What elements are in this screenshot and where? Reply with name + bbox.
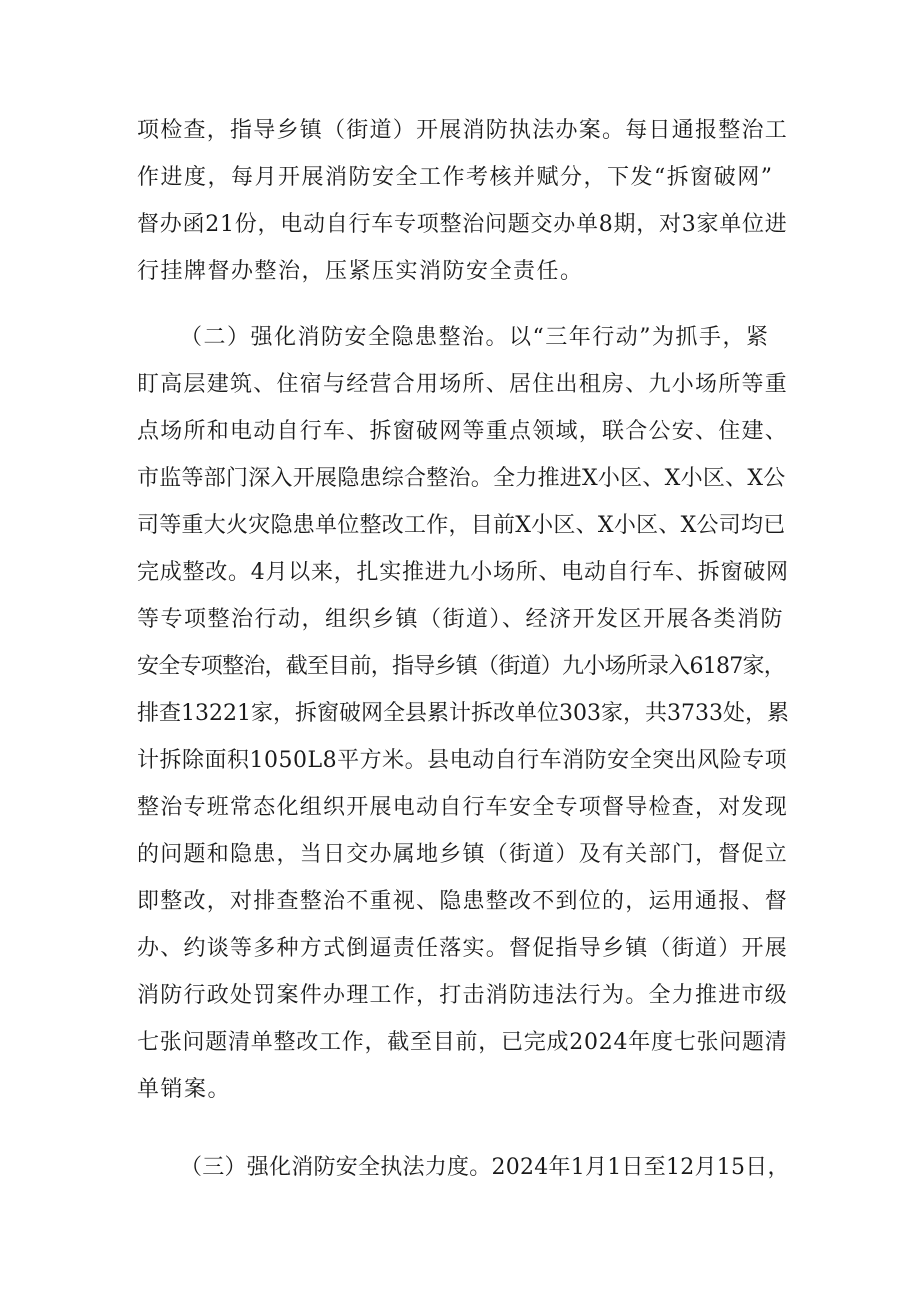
paragraph-2-line-8: 安全专项整治，截至目前，指导乡镇（街道）九小场所录入6187家，: [137, 654, 785, 679]
section-3-heading-line: （三）强化消防安全执法力度。2024年1月1日至12月15日，: [180, 1155, 790, 1180]
paragraph-2-line-9: 排查13221家，拆窗破网全县累计拆改单位303家，共3733处，累: [137, 701, 789, 726]
paragraph-2-line-13: 即整改，对排查整治不重视、隐患整改不到位的，运用通报、督: [137, 889, 789, 914]
paragraph-1-line-4: 行挂牌督办整治，压紧压实消防安全责任。: [137, 259, 584, 284]
paragraph-2-line-17: 单销案。: [137, 1077, 232, 1102]
paragraph-2-line-4: 市监等部门深入开展隐患综合整治。全力推进X小区、X小区、X公: [137, 466, 786, 491]
paragraph-2-line-7: 等专项整治行动，组织乡镇（街道）、经济开发区开展各类消防: [137, 607, 785, 632]
paragraph-2-line-11: 整治专班常态化组织开展电动自行车安全专项督导检查，对发现: [137, 795, 789, 820]
paragraph-2-line-12: 的问题和隐患，当日交办属地乡镇（街道）及有关部门，督促立: [137, 842, 789, 867]
paragraph-1-line-2: 作进度，每月开展消防安全工作考核并赋分，下发“拆窗破网”: [137, 165, 774, 190]
paragraph-2-line-15: 消防行政处罚案件办理工作，打击消防违法行为。全力推进市级: [137, 983, 789, 1008]
paragraph-2-line-2: 盯高层建筑、住宿与经营合用场所、居住出租房、九小场所等重: [137, 372, 789, 397]
paragraph-2-line-3: 点场所和电动自行车、拆窗破网等重点领域，联合公安、住建、: [137, 419, 789, 444]
paragraph-1-line-1: 项检查，指导乡镇（街道）开展消防执法办案。每日通报整治工: [137, 118, 789, 143]
paragraph-2-line-5: 司等重大火灾隐患单位整改工作，目前X小区、X小区、X公司均已: [137, 513, 786, 538]
paragraph-2-line-6: 完成整改。4月以来，扎实推进九小场所、电动自行车、拆窗破网: [137, 560, 789, 585]
paragraph-1-line-3: 督办函21份，电动自行车专项整治问题交办单8期，对3家单位进: [137, 212, 788, 237]
paragraph-2-line-14: 办、约谈等多种方式倒逼责任落实。督促指导乡镇（街道）开展: [137, 936, 789, 961]
paragraph-2-line-10: 计拆除面积1050L8平方米。县电动自行车消防安全突出风险专项: [137, 748, 788, 773]
paragraph-2-line-16: 七张问题清单整改工作，截至目前，已完成2024年度七张问题清: [137, 1030, 788, 1055]
section-2-heading-line: （二）强化消防安全隐患整治。以“三年行动”为抓手，紧: [180, 325, 770, 350]
